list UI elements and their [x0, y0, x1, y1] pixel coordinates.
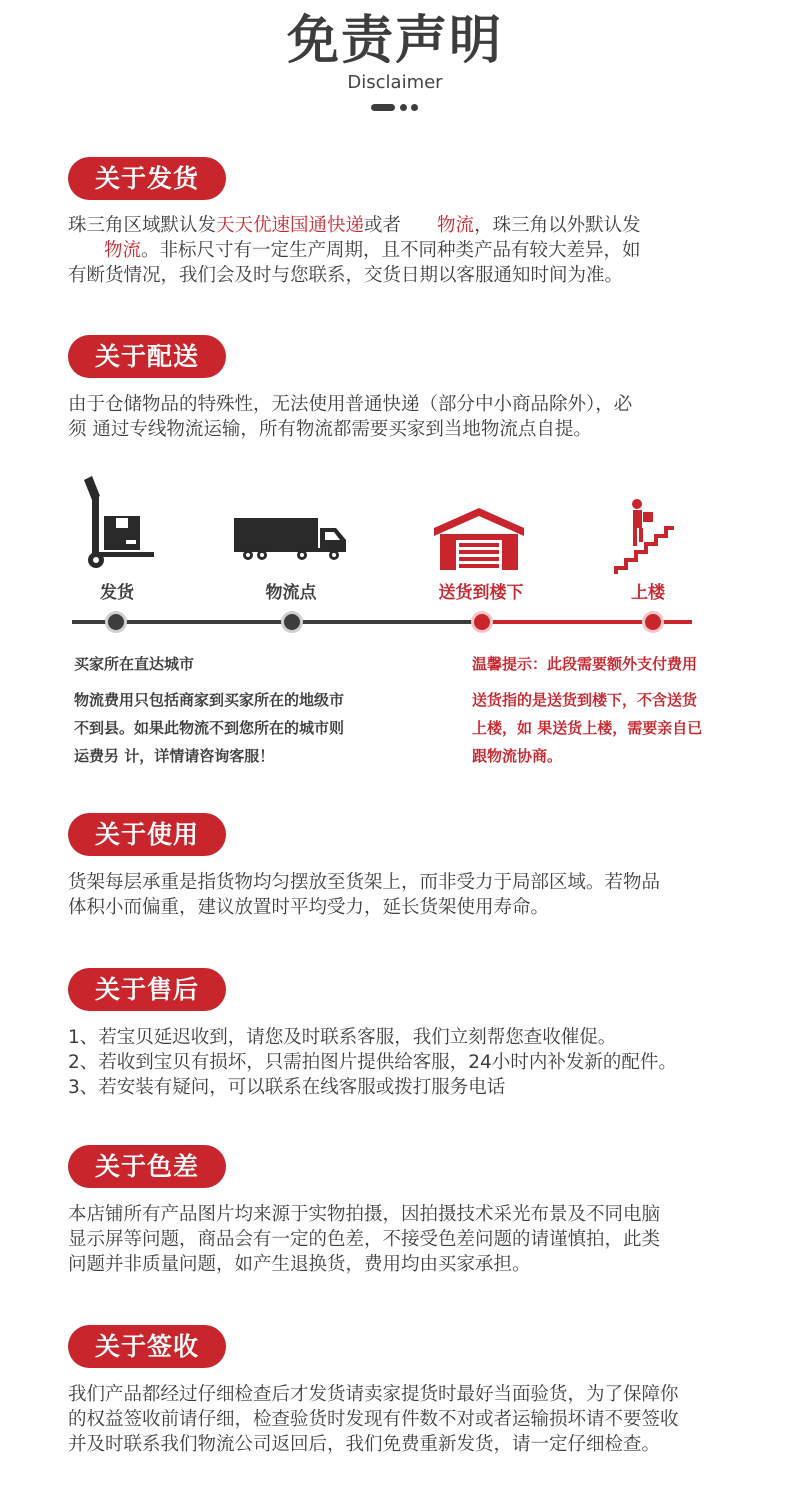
- section-heading-color-diff: 关于色差: [68, 1145, 226, 1188]
- step-label-upstairs: 上楼: [631, 583, 665, 603]
- stairs-carry-icon: [610, 496, 680, 576]
- note-extra-fee-body: 送货指的是送货到楼下，不含送货 上楼，如 果送货上楼，需要亲自已 跟物流协商。: [472, 691, 703, 765]
- timeline-dot: [108, 614, 124, 630]
- section-heading-delivery: 关于配送: [68, 335, 226, 378]
- page-subtitle: Disclaimer: [347, 72, 443, 93]
- page-title: 免责声明: [286, 11, 503, 71]
- note-direct-city: 买家所在直达城市: [74, 655, 195, 673]
- step-label-ship: 发货: [100, 583, 134, 603]
- shipping-text: 珠三角区域默认发天天优速国通快递或者 物流，珠三角以外默认发 物流。非标尺寸有一定生产周期，且不同种类产品有较大差异，如 有断货情况，我们会及时与您联系，交货日期以客服通知时间为准。: [68, 215, 641, 286]
- section-heading-signing: 关于签收: [68, 1325, 226, 1368]
- section-heading-aftersales: 关于售后: [68, 968, 226, 1011]
- section-heading-shipping: 关于发货: [68, 157, 226, 200]
- truck-icon: [232, 514, 350, 562]
- section-heading-usage: 关于使用: [68, 813, 226, 856]
- usage-text: 货架每层承重是指货物均匀摆放至货架上，而非受力于局部区域。若物品 体积小而偏重，建议放置时平均受力，延长货架使用寿命。: [68, 872, 661, 918]
- timeline-dot: [645, 614, 661, 630]
- timeline-dot: [474, 614, 490, 630]
- warehouse-icon: [432, 506, 526, 572]
- aftersales-text: 1、若宝贝延迟收到，请您及时联系客服，我们立刻帮您查收催促。 2、若收到宝贝有损坏，只需拍图片提供给客服，24小时内补发新的配件。 3、若安装有疑问，可以联系在线客服或拨打服务电话: [68, 1027, 677, 1098]
- note-extra-fee: 温馨提示：此段需要额外支付费用: [472, 655, 698, 673]
- delivery-text: 由于仓储物品的特殊性，无法使用普通快递（部分中小商品除外），必 须 通过专线物流运输，所有物流都需要买家到当地物流点自提。: [68, 394, 633, 440]
- step-label-deliver-downstairs: 送货到楼下: [438, 583, 524, 603]
- timeline-dot: [284, 614, 300, 630]
- hand-truck-icon: [78, 474, 158, 570]
- color-diff-text: 本店铺所有产品图片均来源于实物拍摄，因拍摄技术采光布景及不同电脑 显示屏等问题，商品会有一定的色差，不接受色差问题的请谨慎拍，此类 问题并非质量问题，如产生退换货，费用均由买家承担。: [68, 1204, 661, 1275]
- note-direct-city-body: 物流费用只包括商家到买家所在的地级市 不到县。如果此物流不到您所在的城市则 运费另 计，详情请咨询客服！: [74, 691, 345, 765]
- timeline-dark: [72, 620, 482, 624]
- step-label-logistics-point: 物流点: [265, 583, 317, 603]
- signing-text: 我们产品都经过仔细检查后才发货请卖家提货时最好当面验货，为了保障你 的权益签收前请仔细，检查验货时发现有件数不对或者运输损坏请不要签收 并及时联系我们物流公司返回后，我们免费重新发货，请一定仔细检查。: [68, 1384, 679, 1455]
